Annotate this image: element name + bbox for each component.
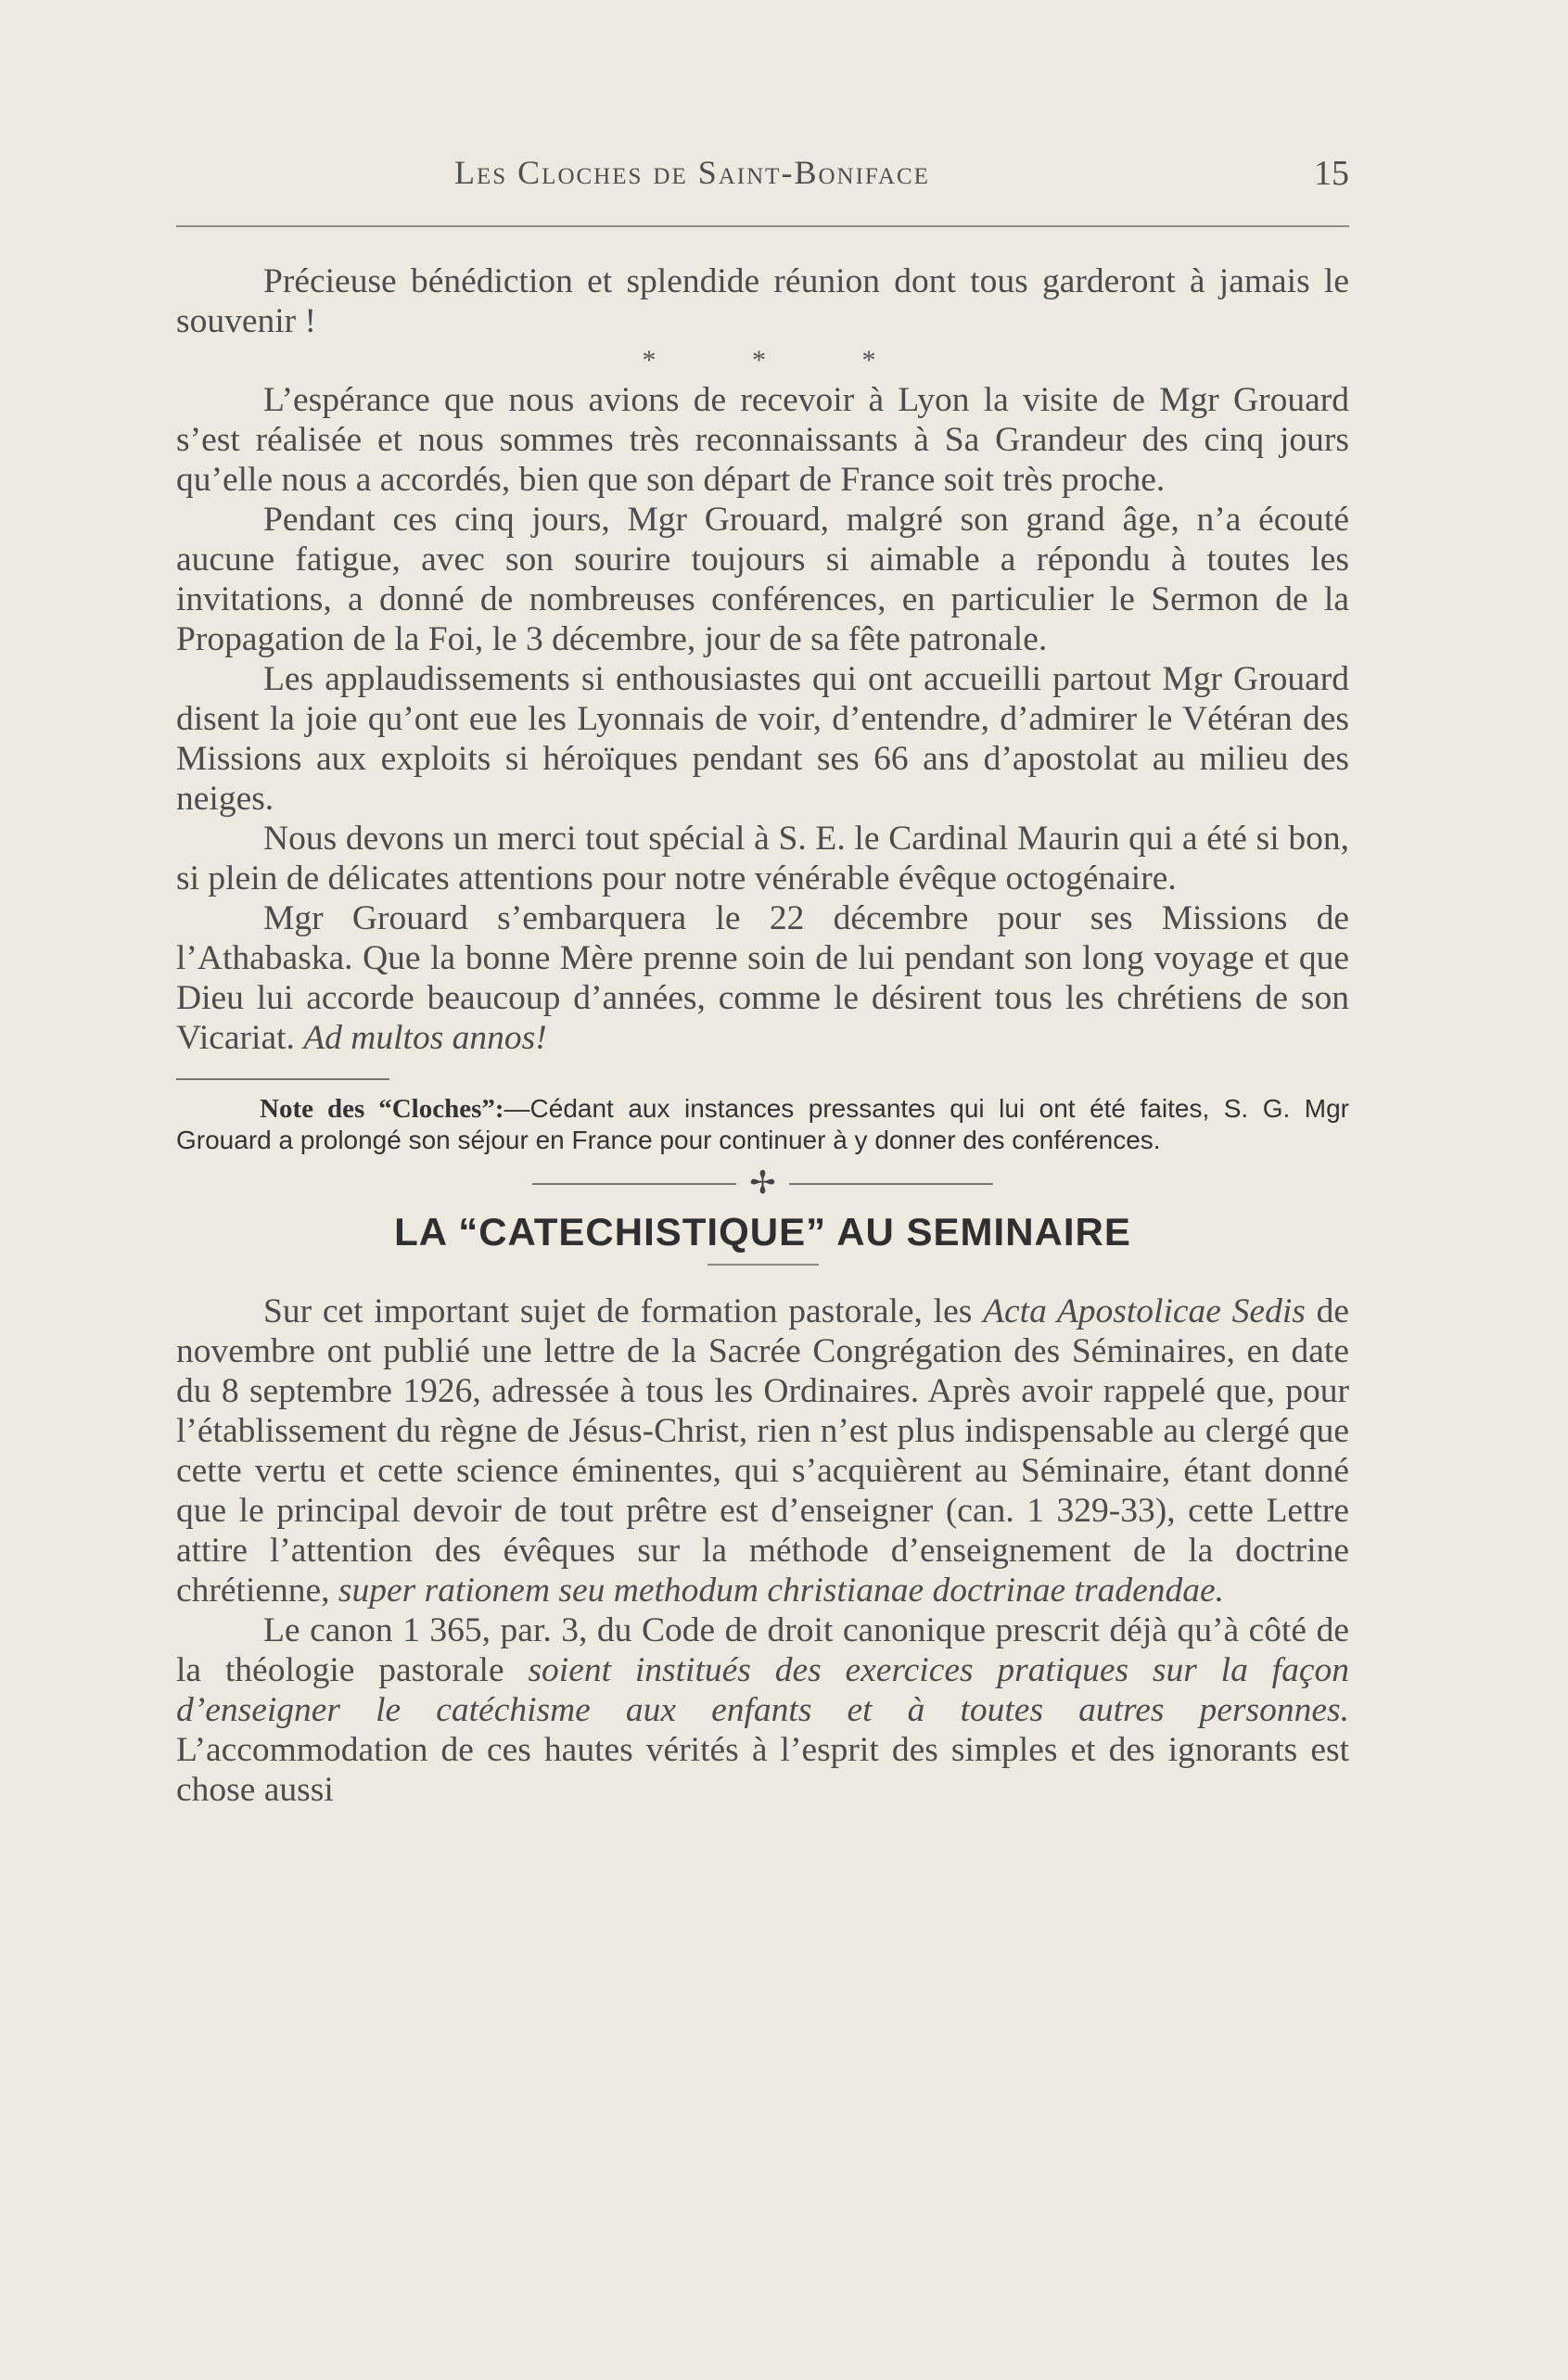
italic-run: Acta Apostolicae Sedis bbox=[983, 1292, 1306, 1330]
asterism-separator: * * * bbox=[642, 345, 921, 375]
header-rule bbox=[176, 225, 1349, 227]
text-run: Sur cet important sujet de formation pastorale, les bbox=[263, 1292, 984, 1330]
ornament-line-left bbox=[532, 1183, 736, 1185]
italic-run: super rationem seu methodum christianae doctrinae tradendae. bbox=[338, 1572, 1224, 1610]
text-run: de novembre ont publié une lettre de la Sacrée Congrégation des Séminaires, en date du 8 septembre 1926, adressée à tous les Ordinaires. Après avoir rappelé que, pour l’établissement du règne de Jésus-Christ, rien n’est plus indispensable au clergé que cette vertu et cette science éminentes, qui s’acquièrent au Séminaire, étant donné que le principal devoir de tout prêtre est d’enseigner (can. 1 329-33), cette Lettre attire l’attention des évêques sur la méthode d’enseignement de la doctrine chrétienne, bbox=[176, 1292, 1349, 1610]
page-number: 15 bbox=[1314, 154, 1349, 193]
note-text: —Cédant aux instances pressantes qui lui ont été faites, S. G. Mgr Grouard a prolongé son séjour en France pour continuer à y donner des conférences. bbox=[176, 1094, 1349, 1154]
note-label: Note des “Cloches”: bbox=[260, 1094, 504, 1124]
running-title: Les Cloches de Saint-Boniface bbox=[454, 154, 930, 191]
text-run: Le canon 1 365, par. 3, du Code de droit canonique prescrit déjà qu’à côté de la théologie pastorale bbox=[176, 1611, 1349, 1689]
ornament-divider bbox=[176, 1166, 1349, 1201]
cross-ornament-icon: ✢ bbox=[749, 1166, 776, 1201]
running-head bbox=[176, 153, 1349, 209]
text-run: L’accommodation de ces hautes vérités à l’esprit des simples et des ignorants est chose aussi bbox=[176, 1731, 1349, 1809]
text-column bbox=[176, 261, 1349, 1810]
editor-note bbox=[176, 1093, 1349, 1156]
section-title: LA “CATECHISTIQUE” AU SEMINAIRE bbox=[394, 1210, 1131, 1254]
paragraph-closing bbox=[176, 898, 1349, 1058]
paragraph: Les applaudissements si enthousiastes qui ont accueilli partout Mgr Grouard disent la joie qu’ont eue les Lyonnais de voir, d’entendre, d’admirer le Vétéran des Missions aux exploits si héroïques pendant ses 66 ans d’apostolat au milieu des neiges. bbox=[176, 660, 1349, 818]
paragraph: Nous devons un merci tout spécial à S. E. le Cardinal Maurin qui a été si bon, si plein de délicates attentions pour notre vénérable évêque octogénaire. bbox=[176, 820, 1349, 897]
title-underline bbox=[708, 1264, 819, 1266]
italic-run: soient institués des exercices pratiques sur la façon d’enseigner le catéchisme aux enfants et à toutes autres personnes. bbox=[176, 1651, 1349, 1729]
section-paragraph bbox=[176, 1292, 1349, 1610]
paragraph: Pendant ces cinq jours, Mgr Grouard, malgré son grand âge, n’a écouté aucune fatigue, avec son sourire toujours si aimable a répondu à toutes les invitations, a donné de nombreuses conférences, en particulier le Sermon de la Propagation de la Foi, le 3 décembre, jour de sa fête patronale. bbox=[176, 501, 1349, 658]
paragraph-opening: Précieuse bénédiction et splendide réunion dont tous garderont à jamais le souvenir ! bbox=[176, 262, 1349, 340]
closing-latin: Ad multos annos! bbox=[303, 1019, 547, 1057]
section-paragraph bbox=[176, 1610, 1349, 1810]
note-rule bbox=[176, 1078, 389, 1080]
paragraph: L’espérance que nous avions de recevoir à Lyon la visite de Mgr Grouard s’est réalisée et nous sommes très reconnaissants à Sa Grandeur des cinq jours qu’elle nous a accordés, bien que son départ de France soit très proche. bbox=[176, 381, 1349, 499]
ornament-line-right bbox=[789, 1183, 993, 1185]
closing-text: Mgr Grouard s’embarquera le 22 décembre pour ses Missions de l’Athabaska. Que la bonne Mère prenne soin de lui pendant son long voyage et que Dieu lui accorde beaucoup d’années, comme le désirent tous les chrétiens de son Vicariat. bbox=[176, 899, 1349, 1057]
